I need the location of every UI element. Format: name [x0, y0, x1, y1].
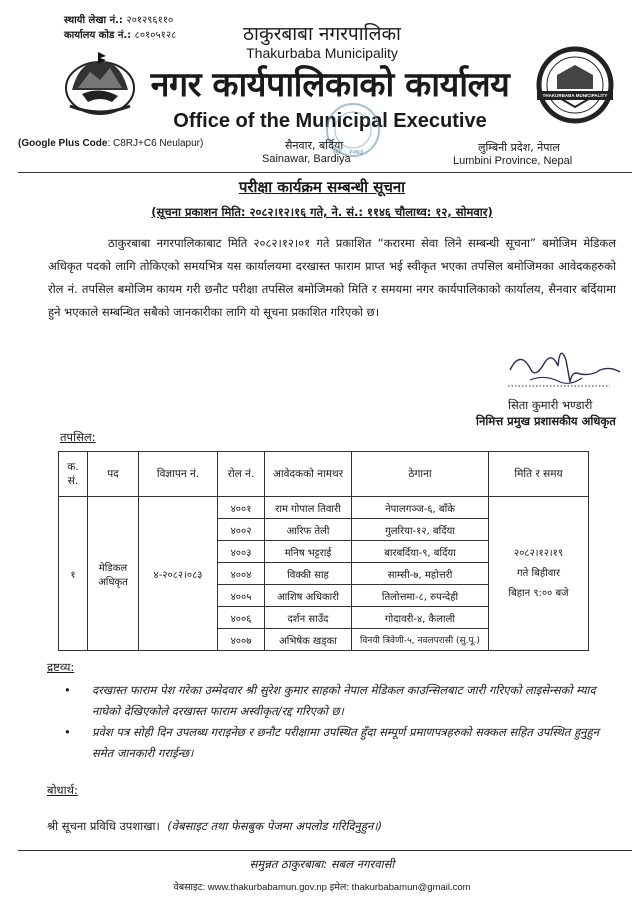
office-code-value: ८०१०५१२८ — [134, 30, 177, 41]
cc-line — [47, 819, 382, 834]
col-address: ठेगाना — [352, 452, 489, 497]
notes-list — [60, 680, 620, 764]
account-label: स्थायी लेखा नं.: — [64, 15, 123, 26]
office-code-label: कार्यालय कोड नं.: — [64, 30, 132, 41]
account-value: २०१२९६११० — [126, 15, 174, 26]
roll-cell: ४००३ — [218, 541, 265, 563]
email-link[interactable]: thakurbabamun@gmail.com — [351, 882, 471, 893]
cc-instruction: (वेबसाइट तथा फेसबुक पेजमा अपलोड गरिदिनुहुन।) — [167, 819, 383, 833]
plus-code — [18, 138, 203, 149]
cc-recipient: श्री सूचना प्रविधि उपशाखा। — [47, 819, 160, 833]
plus-code-label: (Google Plus Code — [18, 138, 108, 149]
seal-label: THAKURBABA MUNICIPALITY — [542, 93, 608, 98]
ad-no-cell: ४-२०८२।०८३ — [139, 497, 218, 651]
schedule-day: गते बिहीवार — [517, 567, 560, 579]
name-cell: मनिष भट्टराई — [265, 541, 352, 563]
roll-cell: ४००२ — [218, 519, 265, 541]
candidate-table — [58, 451, 589, 651]
col-ad-no: विज्ञापन नं. — [139, 452, 218, 497]
col-post: पद — [88, 452, 139, 497]
signature-icon — [500, 340, 625, 392]
note-item: • दरखास्त फाराम पेश गरेका उम्मेदवार श्री सुरेश कुमार साहको नेपाल मेडिकल काउन्सिलबाट जारी गरिएको लाइसेन्सको म्याद नाघेको देखिएकोले दरखास्त फाराम अस्वीकृत/रद्द गरिएको छ। — [60, 680, 620, 722]
name-cell: अभिषेक खड्का — [265, 629, 352, 651]
note-item: • प्रवेश पत्र सोही दिन उपलब्ध गराइनेछ र छनौट परीक्षामा उपस्थित हुँदा सम्पूर्ण प्रमाणपत्रहरुको सक्कल सहित उपस्थित हुनुहुन समेत जानकारी गराईन्छ। — [60, 722, 620, 764]
name-cell: राम गोपाल तिवारी — [265, 497, 352, 519]
footer-divider — [18, 850, 632, 851]
schedule-time: बिहान ९:०० बजे — [508, 587, 569, 599]
address-cell: गुलरिया-१२, बर्दिया — [352, 519, 489, 541]
signatory-designation: निमित्त प्रमुख प्रशासकीय अधिकृत — [476, 414, 616, 428]
name-cell: विक्की साह — [265, 563, 352, 585]
notes-heading: द्रष्टव्य: — [47, 660, 75, 674]
col-datetime: मिति र समय — [489, 452, 589, 497]
notice-subtitle — [0, 205, 644, 220]
address-cell: बारबर्दिया-९, बर्दिया — [352, 541, 489, 563]
municipality-name-english: Thakurbaba Municipality — [246, 45, 398, 61]
name-cell: दर्शन साउँद — [265, 607, 352, 629]
notice-body: ठाकुरबाबा नगरपालिकाबाट मिति २०८२।१२।०१ गते प्रकाशित “करारमा सेवा लिने सम्बन्धी सूचना” बमोजिम मेडिकल अधिकृत पदको लागि तोकिएको समयभित्र यस कार्यालयमा दरखास्त फाराम प्राप्त भई स्वीकृत भएका तपसिल बमोजिमका आवेदकहरुको रोल नं. तपसिल बमोजिम कायम गरी छनौट परीक्षा तपसिल बमोजिमको मिति र समयमा नगर कार्यपालिकाको कार्यालय, सैनवार बर्दियामा हुने भएकाले सम्बन्धित सबैको जानकारीका लागि यो सूचना प्रकाशित गरिएको छ। — [48, 236, 616, 319]
address-english: Sainawar, Bardiya — [262, 153, 351, 165]
municipality-name-nepali: ठाकुरबाबा नगरपालिका — [243, 23, 401, 45]
website-label: वेबसाइट: — [173, 882, 206, 893]
notice-subtitle-text: (सूचना प्रकाशन मिति: २०८२।१२।१६ गते, ने. सं.: ११४६ चौलाथ्व: १२, सोमवार) — [151, 205, 493, 219]
address-cell: साम्सी-७, महोत्तरी — [352, 563, 489, 585]
notice-title-text: परीक्षा कार्यक्रम सम्बन्धी सूचना — [238, 178, 406, 196]
schedule-date: २०८२।१२।१९ — [513, 547, 564, 559]
plus-code-value: : C8RJ+C6 Neulapur) — [107, 138, 204, 149]
stamp-text: स्था : २०७३ — [333, 148, 364, 156]
col-name: आवेदकको नामथर — [265, 452, 352, 497]
post-cell: मेडिकल अधिकृत — [88, 497, 139, 651]
address-cell: गोदावरी-४, कैलाली — [352, 607, 489, 629]
col-roll: रोल नं. — [218, 452, 265, 497]
name-cell: आशिष अधिकारी — [265, 585, 352, 607]
address-cell: विनयी त्रिवेणी-५, नवलपरासी (सु.पू.) — [352, 629, 489, 651]
col-serial: क. सं. — [59, 452, 88, 497]
roll-cell: ४००५ — [218, 585, 265, 607]
serial-cell: १ — [59, 497, 88, 651]
name-cell: आरिफ तेली — [265, 519, 352, 541]
signatory-name: सिता कुमारी भण्डारी — [508, 398, 593, 412]
municipality-seal-icon — [535, 45, 615, 125]
province-nepali: लुम्बिनी प्रदेश, नेपाल — [478, 141, 560, 154]
address-nepali: सैनवार, बर्दिया — [285, 139, 344, 152]
email-label: इमेल: — [329, 882, 349, 893]
schedule-cell — [489, 497, 589, 651]
website-link[interactable]: www.thakurbabamun.gov.np — [207, 882, 327, 893]
notice-title — [0, 177, 644, 197]
address-cell: तिलोत्तमा-८, रुपन्देही — [352, 585, 489, 607]
roll-cell: ४००६ — [218, 607, 265, 629]
table-header-row — [59, 452, 589, 497]
footer-slogan: समुन्नत ठाकुरबाबा: सबल नगरवासी — [249, 857, 395, 871]
province-english: Lumbini Province, Nepal — [453, 155, 573, 167]
cc-heading: बोधार्थ: — [47, 783, 78, 797]
header-divider — [18, 172, 632, 173]
office-name-english: Office of the Municipal Executive — [173, 110, 487, 132]
roll-cell: ४००४ — [218, 563, 265, 585]
address-cell: नेपालगञ्ज-६, बाँके — [352, 497, 489, 519]
table-row — [59, 497, 589, 519]
roll-cell: ४००७ — [218, 629, 265, 651]
table-caption: तपसिल: — [60, 430, 96, 444]
office-name-nepali: नगर कार्यपालिकाको कार्यालय — [150, 65, 510, 105]
footer-contact — [0, 880, 644, 893]
roll-cell: ४००१ — [218, 497, 265, 519]
